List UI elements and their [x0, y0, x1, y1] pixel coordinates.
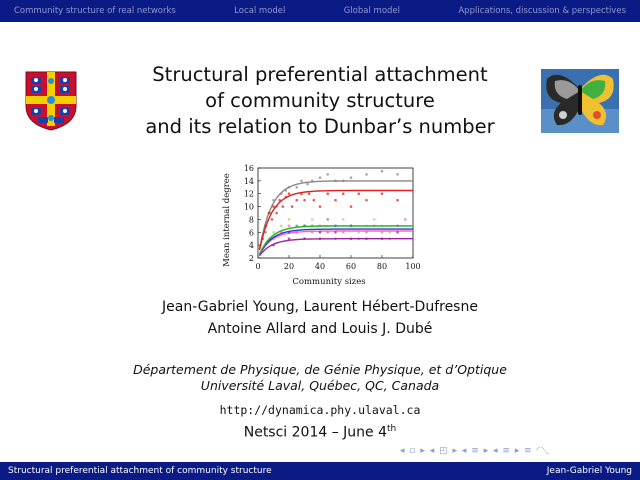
chart-point	[350, 176, 353, 179]
chart-x-tick-label: 0	[255, 262, 261, 271]
affiliation	[0, 362, 640, 394]
event-text: Netsci 2014 – June 4	[243, 424, 388, 441]
chart-svg	[218, 160, 423, 288]
nav-section-community-structure[interactable]: Community structure of real networks	[14, 6, 176, 16]
chart-point	[350, 205, 353, 208]
chart-point	[311, 218, 314, 221]
chart-point	[306, 183, 309, 186]
chart-point	[326, 192, 329, 195]
chart-point	[295, 186, 298, 189]
affiliation-line-1: Département de Physique, de Génie Physique, et d’Optique	[133, 362, 507, 377]
footer-short-title: Structural preferential attachment of community structure	[8, 466, 272, 476]
nav-section-local-model[interactable]: Local model	[234, 6, 286, 16]
mean-internal-degree-chart	[218, 160, 423, 288]
chart-point	[381, 192, 384, 195]
chart-x-tick-label: 100	[405, 262, 421, 271]
authors-line-1: Jean-Gabriel Young, Laurent Hébert-Dufresne	[162, 299, 478, 315]
chart-y-tick-label: 8	[248, 215, 254, 225]
universite-laval-crest-icon	[24, 70, 78, 132]
chart-y-tick-label: 6	[248, 228, 254, 238]
authors-line-2: Antoine Allard and Louis J. Dubé	[207, 321, 433, 337]
chart-point	[300, 180, 303, 183]
chart-point	[404, 218, 407, 221]
chart-x-tick-label: 20	[283, 262, 295, 271]
chart-point	[396, 173, 399, 176]
chart-fit-line	[260, 231, 414, 255]
chart-point	[272, 231, 275, 234]
chart-x-tick-label: 80	[376, 262, 388, 271]
group-website-link[interactable]: http://dynamica.phy.ulaval.ca	[219, 403, 421, 417]
chart-point	[319, 176, 322, 179]
chart-y-axis-label: Mean internal degree	[222, 173, 232, 267]
chart-point	[303, 199, 306, 202]
chart-point	[271, 218, 274, 221]
title-line-3: and its relation to Dunbar’s number	[145, 115, 495, 138]
chart-point	[313, 199, 316, 202]
chart-point	[280, 225, 283, 228]
chart-point	[373, 218, 376, 221]
chart-point	[326, 173, 329, 176]
butterfly-art-icon	[541, 69, 619, 133]
event-date	[0, 424, 640, 441]
nav-section-global-model[interactable]: Global model	[343, 6, 401, 16]
chart-point	[295, 199, 298, 202]
beamer-navigation-controls[interactable]: ◂ ▫ ▸ ◂ ◰ ▸ ◂ ≡ ▸ ◂ ≡ ▸ ≡ ◜◝◟	[400, 446, 551, 456]
affiliation-line-2: Université Laval, Québec, QC, Canada	[200, 378, 440, 393]
chart-point	[357, 192, 360, 195]
chart-y-tick-label: 2	[248, 254, 254, 263]
chart-x-axis-label: Community sizes	[292, 277, 366, 287]
chart-y-tick-label: 14	[243, 176, 254, 186]
chart-point	[365, 173, 368, 176]
chart-point	[288, 225, 291, 228]
chart-x-tick-label: 40	[314, 262, 326, 271]
chart-point	[282, 205, 285, 208]
chart-point	[396, 199, 399, 202]
chart-point	[381, 170, 384, 173]
chart-point	[319, 231, 322, 234]
chart-point	[396, 231, 399, 234]
chart-point	[288, 218, 291, 221]
event-superscript: th	[387, 424, 397, 434]
authors	[0, 296, 640, 340]
chart-point	[342, 192, 345, 195]
chart-point	[334, 199, 337, 202]
footer-author: Jean-Gabriel Young	[546, 466, 632, 476]
chart-point	[334, 231, 337, 234]
chart-point	[268, 212, 271, 215]
nav-section-applications[interactable]: Applications, discussion & perspectives	[458, 6, 626, 16]
chart-fit-line	[260, 226, 414, 254]
chart-y-tick-label: 12	[243, 189, 254, 199]
footer-bar	[0, 462, 640, 480]
top-navigation-bar	[0, 0, 640, 22]
chart-point	[291, 205, 294, 208]
title-line-2: of community structure	[205, 89, 435, 112]
chart-point	[326, 218, 329, 221]
chart-y-tick-label: 4	[248, 241, 254, 251]
chart-y-tick-label: 16	[243, 164, 254, 173]
chart-point	[342, 218, 345, 221]
title-line-1: Structural preferential attachment	[152, 63, 488, 86]
chart-point	[308, 192, 311, 195]
chart-point	[275, 212, 278, 215]
chart-y-tick-label: 10	[243, 202, 254, 212]
chart-fit-line	[260, 239, 414, 256]
chart-point	[365, 199, 368, 202]
chart-point	[288, 192, 291, 195]
chart-point	[319, 205, 322, 208]
chart-x-tick-label: 60	[345, 262, 357, 271]
